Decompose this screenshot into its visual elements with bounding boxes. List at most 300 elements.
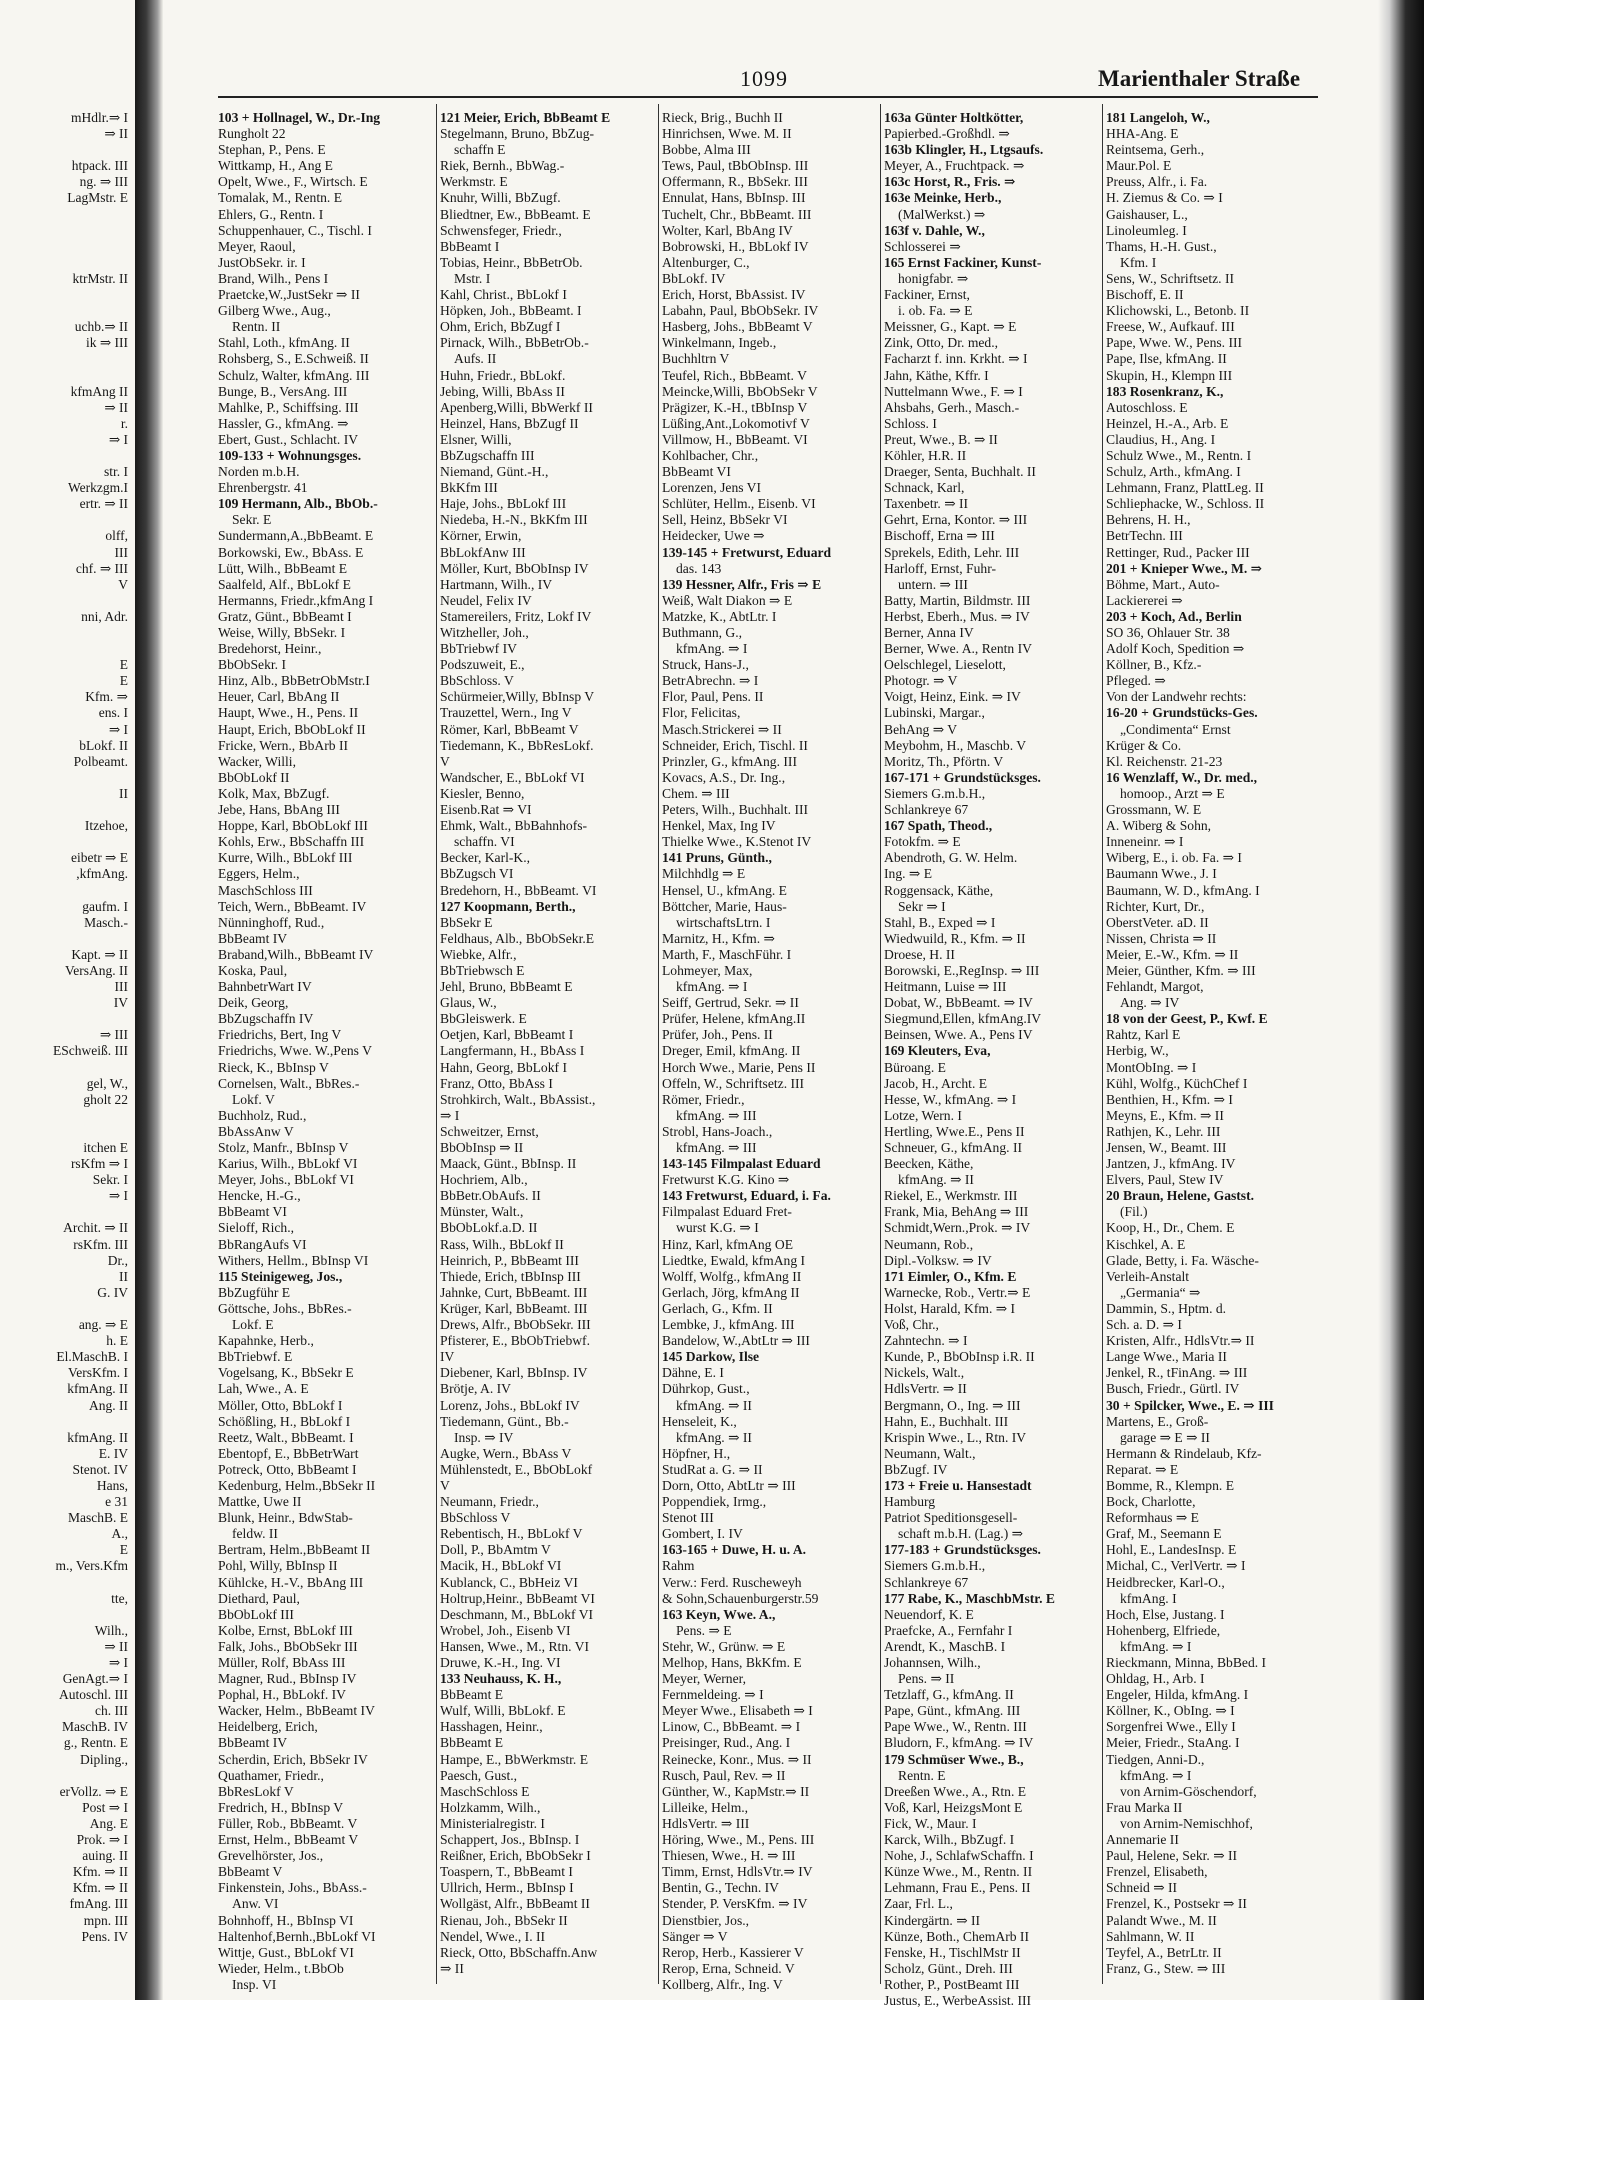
- directory-line: Nohe, J., SchlafwSchaffn. I: [884, 1848, 1034, 1864]
- directory-line: Braband,Wilh., BbBeamt IV: [218, 946, 374, 962]
- directory-line: Opelt, Wwe., F., Wirtsch. E: [218, 174, 368, 190]
- previous-page-line: III: [114, 979, 128, 995]
- directory-line: Hoppe, Karl, BbObLokf III: [218, 818, 368, 834]
- directory-line: Frank, Mia, BehAng ⇒ III: [884, 1204, 1029, 1220]
- directory-line: Praetcke,W.,JustSekr ⇒ II: [218, 287, 360, 303]
- directory-line: Eggers, Helm.,: [218, 866, 300, 882]
- previous-page-line: Pens. IV: [81, 1928, 128, 1944]
- directory-line: H. Ziemus & Co. ⇒ I: [1106, 190, 1223, 206]
- previous-page-line: Dr.,: [107, 1252, 128, 1268]
- directory-line: 173 + Freie u. Hansestadt: [884, 1477, 1032, 1493]
- previous-page-line: [0, 770, 132, 786]
- directory-line: Bobbe, Alma III: [662, 142, 751, 158]
- previous-page-line: ,kfmAng.: [76, 866, 128, 882]
- previous-page-line: E: [119, 1542, 128, 1558]
- directory-line: Schulz, Walter, kfmAng. III: [218, 367, 370, 383]
- previous-page-line: LagMstr. E: [67, 190, 128, 206]
- previous-page-line: Post ⇒ I: [82, 1799, 128, 1815]
- directory-line: Eisenb.Rat ⇒ VI: [440, 802, 532, 818]
- directory-line: 115 Steinigeweg, Jos.,: [218, 1268, 343, 1284]
- directory-line: Doll, P., BbAmtm V: [440, 1542, 551, 1558]
- column-separator: [436, 104, 437, 1984]
- directory-line: 141 Pruns, Günth.,: [662, 850, 772, 866]
- directory-line: kfmAng. ⇒ III: [676, 1107, 757, 1123]
- directory-line: Offermann, R., BbSekr. III: [662, 174, 808, 190]
- directory-line: Beinsen, Wwe. A., Pens IV: [884, 1027, 1033, 1043]
- previous-page-edge: [0, 110, 132, 1990]
- directory-line: Kiesler, Benno,: [440, 785, 525, 801]
- directory-line: Bentin, G., Techn. IV: [662, 1880, 779, 1896]
- directory-line: Lackiererei ⇒: [1106, 592, 1183, 608]
- directory-line: Baumann, W. D., kfmAng. I: [1106, 882, 1260, 898]
- directory-line: Bomme, R., Klempn. E: [1106, 1477, 1234, 1493]
- directory-line: Tuchelt, Chr., BbBeamt. III: [662, 206, 812, 222]
- directory-line: Gerlach, G., Kfm. II: [662, 1300, 773, 1316]
- directory-line: A. Wiberg & Sohn,: [1106, 818, 1212, 834]
- directory-line: Offeln, W., Schriftsetz. III: [662, 1075, 805, 1091]
- directory-line: OberstVeter. aD. II: [1106, 914, 1209, 930]
- directory-line: Kollberg, Alfr., Ing. V: [662, 1976, 783, 1992]
- directory-line: Franz, G., Stew. ⇒ III: [1106, 1960, 1226, 1976]
- directory-line: Thiesen, Wwe., H. ⇒ III: [662, 1848, 796, 1864]
- directory-line: Schappert, Jos., BbInsp. I: [440, 1832, 580, 1848]
- directory-line: Heitmann, Luise ⇒ III: [884, 979, 1007, 995]
- directory-line: Tetzlaff, G., kfmAng. II: [884, 1687, 1014, 1703]
- directory-line: Hermann & Rindelaub, Kfz-: [1106, 1445, 1262, 1461]
- directory-line: Drews, Alfr., BbObSekr. III: [440, 1317, 591, 1333]
- directory-line: Pens. ⇒ II: [898, 1671, 955, 1687]
- directory-line: 103 + Hollnagel, W., Dr.-Ing: [218, 110, 381, 125]
- directory-line: Papierbed.-Großhdl. ⇒: [884, 126, 1010, 142]
- previous-page-line: rsKfm. III: [73, 1236, 128, 1252]
- directory-line: Ehmk, Walt., BbBahnhofs-: [440, 818, 588, 834]
- previous-page-line: III: [114, 544, 128, 560]
- directory-line: Bergmann, O., Ing. ⇒ III: [884, 1397, 1021, 1413]
- directory-line: (Fil.): [1120, 1204, 1148, 1220]
- directory-line: Bliedtner, Ew., BbBeamt. E: [440, 206, 591, 222]
- previous-page-line: [0, 931, 132, 947]
- directory-line: Frenzel, K., Postsekr ⇒ II: [1106, 1896, 1247, 1912]
- directory-line: schaffn. VI: [454, 834, 515, 850]
- directory-line: 177-183 + Grundstücksges.: [884, 1542, 1041, 1558]
- directory-line: Schulz Wwe., M., Rentn. I: [1106, 447, 1252, 463]
- directory-line: Sundermann,A.,BbBeamt. E: [218, 528, 374, 544]
- directory-line: Bandelow, W.,AbtLtr ⇒ III: [662, 1333, 810, 1349]
- directory-line: 163b Klingler, H., Ltgsaufs.: [884, 142, 1044, 158]
- directory-line: BbZugschaffn III: [440, 447, 535, 463]
- directory-line: Jantzen, J., kfmAng. IV: [1106, 1156, 1236, 1172]
- directory-line: Heinzel, Hans, BbZugf II: [440, 415, 579, 431]
- directory-line: Prinzler, G., kfmAng. III: [662, 753, 797, 769]
- directory-line: Voß, Chr.,: [884, 1317, 939, 1333]
- previous-page-line: ang. ⇒ E: [78, 1317, 128, 1333]
- directory-line: kfmAng. ⇒ I: [1120, 1767, 1192, 1783]
- directory-line: Warnecke, Rob., Vertr.⇒ E: [884, 1284, 1031, 1300]
- directory-line: Berner, Wwe. A., Rentn IV: [884, 641, 1032, 657]
- directory-line: Bock, Charlotte,: [1106, 1494, 1196, 1510]
- directory-line: Inneneinr. ⇒ I: [1106, 834, 1184, 850]
- directory-line: Benthien, H., Kfm. ⇒ I: [1106, 1091, 1233, 1107]
- directory-line: 139 Hessner, Alfr., Fris ⇒ E: [662, 576, 822, 592]
- previous-page-line: Kfm. ⇒ II: [72, 1880, 128, 1896]
- previous-page-line: ⇒ III: [99, 1027, 128, 1043]
- directory-line: HHA-Ang. E: [1106, 126, 1179, 142]
- directory-line: Frenzel, Elisabeth,: [1106, 1864, 1208, 1880]
- directory-line: Wulf, Willi, BbLokf. E: [440, 1703, 566, 1719]
- directory-line: 165 Ernst Fackiner, Kunst-: [884, 254, 1042, 270]
- directory-line: Tobias, Heinr., BbBetrOb.: [440, 254, 583, 270]
- directory-line: Heuer, Carl, BbAng II: [218, 689, 340, 705]
- directory-line: 30 + Spilcker, Wwe., E. ⇒ III: [1106, 1397, 1274, 1413]
- directory-line: Schloss. I: [884, 415, 937, 431]
- directory-line: 179 Schmüser Wwe., B.,: [884, 1751, 1024, 1767]
- previous-page-line: mpn. III: [83, 1912, 128, 1928]
- directory-line: Justus, E., WerbeAssist. III: [884, 1992, 1032, 2008]
- directory-line: Wandscher, E., BbLokf VI: [440, 769, 585, 785]
- directory-line: Potreck, Otto, BbBeamt I: [218, 1461, 357, 1477]
- directory-line: MaschSchloss E: [440, 1783, 530, 1799]
- directory-line: Erich, Horst, BbAssist. IV: [662, 287, 806, 303]
- directory-line: Pape, Ilse, kfmAng. II: [1106, 351, 1227, 367]
- directory-line: Trauzettel, Wern., Ing V: [440, 705, 572, 721]
- directory-line: Jacob, H., Archt. E: [884, 1075, 988, 1091]
- directory-line: das. 143: [676, 560, 722, 576]
- directory-line: Mattke, Uwe II: [218, 1494, 302, 1510]
- directory-line: BbZugf. IV: [884, 1461, 948, 1477]
- directory-line: Schneid ⇒ II: [1106, 1880, 1178, 1896]
- directory-line: Ang. ⇒ IV: [1120, 995, 1180, 1011]
- directory-line: Reparat. ⇒ E: [1106, 1461, 1179, 1477]
- directory-line: Sekr ⇒ I: [898, 898, 946, 914]
- previous-page-line: gaufm. I: [82, 898, 128, 914]
- directory-line: Flor, Felicitas,: [662, 705, 741, 721]
- directory-line: Lorenzen, Jens VI: [662, 480, 762, 496]
- directory-line: Witzheller, Joh.,: [440, 625, 529, 640]
- previous-page-line: [0, 625, 132, 641]
- directory-line: Schulz, Arth., kfmAng. I: [1106, 464, 1241, 480]
- previous-page-line: MaschB. E: [68, 1510, 128, 1526]
- directory-line: BbBetr.ObAufs. II: [440, 1188, 541, 1204]
- directory-line: Zahntechn. ⇒ I: [884, 1333, 968, 1349]
- previous-page-line: [0, 802, 132, 818]
- directory-line: Friedrichs, Wwe. W.,Pens V: [218, 1043, 372, 1059]
- directory-line: BbTriebwf. E: [218, 1349, 293, 1365]
- directory-line: Neumann, Friedr.,: [440, 1494, 539, 1510]
- previous-page-line: [0, 1768, 132, 1784]
- directory-line: 163c Horst, R., Fris. ⇒: [884, 174, 1016, 190]
- directory-line: Rentn. E: [898, 1767, 946, 1783]
- directory-line: BbLokfAnw III: [440, 544, 526, 560]
- directory-line: Kolbe, Ernst, BbLokf III: [218, 1622, 353, 1638]
- directory-line: Oelschlegel, Lieselott,: [884, 657, 1006, 673]
- directory-line: Tiedemann, Günt., Bb.-: [440, 1413, 569, 1429]
- directory-line: Pape, Günt., kfmAng. III: [884, 1703, 1021, 1719]
- directory-line: Dienstbier, Jos.,: [662, 1912, 750, 1928]
- directory-line: Milchhdlg ⇒ E: [662, 866, 746, 882]
- directory-line: Strohkirch, Walt., BbAssist.,: [440, 1091, 596, 1107]
- directory-line: Facharzt f. inn. Krkht. ⇒ I: [884, 351, 1028, 367]
- directory-line: Ehlers, G., Rentn. I: [218, 206, 324, 222]
- directory-line: BbObInsp ⇒ II: [440, 1140, 524, 1155]
- directory-line: Reetz, Walt., BbBeamt. I: [218, 1429, 354, 1445]
- directory-line: Haupt, Wwe., H., Pens. II: [218, 705, 359, 721]
- directory-line: Ohm, Erich, BbZugf I: [440, 319, 561, 335]
- directory-line: Kl. Reichenstr. 21-23: [1106, 753, 1223, 769]
- directory-line: Poppendiek, Irmg.,: [662, 1494, 767, 1510]
- column-2: [440, 110, 654, 1990]
- directory-line: & Sohn,Schauenburgerstr.59: [662, 1590, 819, 1606]
- previous-page-line: El.MaschB. I: [56, 1349, 128, 1365]
- directory-line: (MalWerkst.) ⇒: [898, 206, 986, 222]
- directory-line: Siemers G.m.b.H.,: [884, 1558, 986, 1574]
- street-title: Marienthaler Straße: [1098, 66, 1301, 91]
- directory-line: Müller, Rolf, BbAss III: [218, 1655, 346, 1670]
- page-number: 1099: [740, 66, 788, 91]
- directory-line: Hahn, Georg, BbLokf I: [440, 1059, 567, 1075]
- directory-line: BbBeamt IV: [218, 930, 288, 946]
- directory-line: Langfermann, H., BbAss I: [440, 1043, 585, 1059]
- directory-line: Bischoff, E. II: [1106, 287, 1184, 303]
- directory-line: BahnbetrWart IV: [218, 979, 312, 995]
- directory-line: Saalfeld, Alf., BbLokf E: [218, 576, 351, 592]
- directory-line: 16 Wenzlaff, W., Dr. med.,: [1106, 769, 1258, 785]
- directory-line: Meyer Wwe., Elisabeth ⇒ I: [662, 1703, 813, 1719]
- directory-line: Pens. ⇒ E: [676, 1622, 732, 1638]
- directory-line: untern. ⇒ III: [898, 576, 968, 592]
- directory-line: Sänger ⇒ V: [662, 1928, 728, 1944]
- directory-line: Hansen, Wwe., M., Rtn. VI: [440, 1638, 590, 1654]
- directory-line: Berner, Anna IV: [884, 625, 974, 640]
- directory-line: Macik, H., BbLokf VI: [440, 1558, 562, 1574]
- directory-line: Scholz, Günt., Dreh. III: [884, 1960, 1013, 1976]
- directory-line: Rieckmann, Minna, BbBed. I: [1106, 1655, 1267, 1670]
- directory-line: Römer, Karl, BbBeamt V: [440, 721, 579, 737]
- directory-line: Wrobel, Joh., Eisenb VI: [440, 1622, 571, 1638]
- previous-page-line: Kfm. ⇒: [85, 689, 128, 705]
- directory-line: Busch, Friedr., Gürtl. IV: [1106, 1381, 1240, 1397]
- directory-line: BbBeamt VI: [218, 1204, 287, 1220]
- previous-page-line: [0, 1204, 132, 1220]
- directory-line: Baumann Wwe., J. I: [1106, 866, 1217, 882]
- directory-line: Hasberg, Johs., BbBeamt V: [662, 319, 813, 335]
- previous-page-line: ⇒ I: [108, 721, 128, 737]
- directory-line: BbBeamt V: [218, 1864, 283, 1880]
- directory-line: Pophal, H., BbLokf. IV: [218, 1687, 346, 1703]
- directory-line: Elvers, Paul, Stew IV: [1106, 1172, 1224, 1188]
- directory-line: Rathjen, K., Lehr. III: [1106, 1123, 1221, 1139]
- directory-line: Hertling, Wwe.E., Pens II: [884, 1123, 1025, 1139]
- directory-line: Lehmann, Franz, PlattLeg. II: [1106, 480, 1264, 496]
- directory-line: Skupin, H., Klempn III: [1106, 367, 1233, 383]
- directory-line: Huhn, Friedr., BbLokf.: [440, 367, 566, 383]
- directory-line: Abendroth, G. W. Helm.: [884, 850, 1018, 866]
- previous-page-line: E. IV: [98, 1445, 128, 1461]
- directory-line: Dähne, E. I: [662, 1365, 724, 1381]
- directory-line: Siegmund,Ellen, kfmAng.IV: [884, 1011, 1042, 1027]
- directory-line: 133 Neuhauss, K. H.,: [440, 1671, 562, 1687]
- directory-line: Höpfner, H.,: [662, 1445, 731, 1461]
- previous-page-line: Stenot. IV: [72, 1461, 128, 1477]
- directory-line: Weise, Willy, BbSekr. I: [218, 625, 346, 640]
- directory-line: Marnitz, H., Kfm. ⇒: [662, 930, 775, 946]
- directory-line: Sorgenfrei Wwe., Elly I: [1106, 1719, 1236, 1735]
- directory-line: Strobl, Hans-Joach.,: [662, 1123, 773, 1139]
- directory-line: Wittkamp, H., Ang E: [218, 158, 333, 174]
- book-gutter: [135, 0, 163, 2000]
- directory-line: Sekr. E: [232, 512, 272, 528]
- directory-line: BbZugführ E: [218, 1284, 291, 1300]
- directory-line: Quathamer, Friedr.,: [218, 1767, 324, 1783]
- previous-page-line: ⇒ II: [104, 1638, 128, 1654]
- directory-line: Beecken, Käthe,: [884, 1156, 974, 1172]
- directory-line: Vogelsang, K., BbSekr E: [218, 1365, 354, 1381]
- directory-line: Gratz, Günt., BbBeamt I: [218, 608, 352, 624]
- directory-line: Hamburg: [884, 1494, 936, 1510]
- directory-line: Lah, Wwe., A. E: [218, 1381, 309, 1397]
- directory-line: Hartmann, Wilh., IV: [440, 576, 553, 592]
- directory-line: Dorn, Otto, AbtLtr ⇒ III: [662, 1477, 796, 1493]
- directory-line: Stamereilers, Fritz, Lokf IV: [440, 608, 592, 624]
- previous-page-line: V: [118, 576, 128, 592]
- previous-page-line: g., Rentn. E: [63, 1735, 128, 1751]
- directory-line: Rebentisch, H., BbLokf V: [440, 1526, 583, 1542]
- directory-line: Filmpalast Eduard Fret-: [662, 1204, 792, 1220]
- directory-line: Glaus, W.,: [440, 995, 497, 1011]
- directory-line: 127 Koopmann, Berth.,: [440, 898, 576, 914]
- previous-page-line: ESchweiß. III: [53, 1043, 128, 1059]
- directory-line: Patriot Speditionsgesell-: [884, 1510, 1018, 1526]
- directory-line: Gilberg Wwe., Aug.,: [218, 303, 331, 319]
- directory-line: Draeger, Senta, Buchhalt. II: [884, 464, 1036, 480]
- directory-line: Verw.: Ferd. Ruscheweyh: [662, 1574, 802, 1590]
- directory-line: BetrTechn. III: [1106, 528, 1183, 544]
- directory-line: 109 Hermann, Alb., BbOb.-: [218, 496, 378, 512]
- directory-line: Henkel, Max, Ing IV: [662, 818, 776, 834]
- directory-line: Stahl, B., Exped ⇒ I: [884, 914, 996, 930]
- directory-line: Lokf. E: [232, 1317, 274, 1333]
- directory-line: Meyns, E., Kfm. ⇒ II: [1106, 1107, 1224, 1123]
- directory-line: Dreeßen Wwe., A., Rtn. E: [884, 1783, 1027, 1799]
- directory-line: Reinecke, Konr., Mus. ⇒ II: [662, 1751, 812, 1767]
- directory-line: Sprekels, Edith, Lehr. III: [884, 544, 1020, 560]
- directory-line: Lütt, Wilh., BbBeamt E: [218, 560, 348, 576]
- directory-line: Meincke,Willi, BbObSekr V: [662, 383, 818, 399]
- previous-page-line: E: [119, 657, 128, 673]
- directory-line: Niemand, Günt.-H.,: [440, 464, 549, 480]
- previous-page-line: II: [119, 1268, 128, 1284]
- directory-line: Werkmstr. E: [440, 174, 508, 190]
- directory-line: Wiebke, Alfr.,: [440, 946, 517, 962]
- directory-line: Thielke Wwe., K.Stenot IV: [662, 834, 812, 850]
- directory-line: Deschmann, M., BbLokf VI: [440, 1606, 594, 1622]
- directory-line: Köllner, B., Kfz.-: [1106, 657, 1202, 673]
- directory-line: Wittje, Gust., BbLokf VI: [218, 1944, 354, 1960]
- directory-line: Pfisterer, E., BbObTriebwf.: [440, 1333, 590, 1349]
- directory-line: Rieck, Brig., Buchh II: [662, 110, 783, 125]
- directory-line: Rohsberg, S., E.Schweiß. II: [218, 351, 369, 367]
- directory-line: 16-20 + Grundstücks-Ges.: [1106, 705, 1258, 721]
- directory-line: Weiß, Walt Diakon ⇒ E: [662, 592, 793, 608]
- previous-page-line: [0, 1124, 132, 1140]
- previous-page-line: MaschB. IV: [62, 1719, 128, 1735]
- directory-line: Fackiner, Ernst,: [884, 287, 970, 303]
- directory-line: Wiedwuild, R., Kfm. ⇒ II: [884, 930, 1026, 946]
- directory-line: Michal, C., VerlVertr. ⇒ I: [1106, 1558, 1246, 1574]
- previous-page-line: [0, 1108, 132, 1124]
- directory-line: Jebe, Hans, BbAng III: [218, 802, 340, 818]
- directory-line: Lokf. V: [232, 1091, 275, 1107]
- directory-line: „Condimenta“ Ernst: [1120, 721, 1231, 737]
- directory-line: 203 + Koch, Ad., Berlin: [1106, 608, 1242, 624]
- directory-line: Claudius, H., Ang. I: [1106, 431, 1216, 447]
- directory-line: wurst K.G. ⇒ I: [676, 1220, 759, 1236]
- previous-page-line: [0, 641, 132, 657]
- previous-page-line: VersAng. II: [65, 962, 128, 978]
- directory-line: Pfleged. ⇒: [1106, 673, 1166, 689]
- directory-line: von Arnim-Nemischhof,: [1120, 1815, 1253, 1831]
- previous-page-line: gel, W.,: [86, 1075, 128, 1091]
- directory-line: Fick, W., Maur. I: [884, 1815, 977, 1831]
- directory-line: Sieloff, Rich.,: [218, 1220, 295, 1236]
- directory-line: kfmAng. ⇒ I: [1120, 1638, 1192, 1654]
- directory-line: Schürmeier,Willy, BbInsp V: [440, 689, 595, 705]
- directory-line: Elsner, Willi,: [440, 431, 512, 447]
- previous-page-line: G. IV: [97, 1284, 128, 1300]
- previous-page-line: Dipling.,: [79, 1751, 128, 1767]
- directory-line: Dreger, Emil, kfmAng. II: [662, 1043, 801, 1059]
- column-4: [884, 110, 1098, 2008]
- directory-line: Seiff, Gertrud, Sekr. ⇒ II: [662, 995, 799, 1011]
- directory-line: Heidbrecker, Karl-O.,: [1106, 1574, 1225, 1590]
- directory-line: Mahlke, P., Schiffsing. III: [218, 399, 359, 415]
- directory-line: Tiedemann, K., BbResLokf.: [440, 737, 594, 753]
- directory-line: Wolff, Wolfg., kfmAng II: [662, 1268, 802, 1284]
- directory-line: Körner, Erwin,: [440, 528, 522, 544]
- directory-line: Mstr. I: [454, 270, 491, 286]
- directory-line: kfmAng. ⇒ II: [676, 1397, 752, 1413]
- directory-line: Verleih-Anstalt: [1106, 1268, 1190, 1284]
- directory-line: Prägizer, K.-H., tBbInsp V: [662, 399, 808, 415]
- directory-line: Reintsema, Gerh.,: [1106, 142, 1205, 158]
- directory-line: Hermanns, Friedr.,kfmAng I: [218, 592, 374, 608]
- directory-line: 171 Eimler, O., Kfm. E: [884, 1268, 1017, 1284]
- directory-line: homoop., Arzt ⇒ E: [1120, 785, 1225, 801]
- directory-line: BbObLokf.a.D. II: [440, 1220, 538, 1236]
- previous-page-line: VersKfm. I: [68, 1365, 128, 1381]
- directory-line: Schnack, Karl,: [884, 480, 965, 496]
- directory-line: Holst, Harald, Kfm. ⇒ I: [884, 1300, 1016, 1316]
- directory-line: Villmow, H., BbBeamt. VI: [662, 431, 808, 447]
- directory-line: Brand, Wilh., Pens I: [218, 270, 329, 286]
- directory-line: Preuss, Alfr., i. Fa.: [1106, 174, 1208, 190]
- directory-line: kfmAng. ⇒ I: [676, 979, 748, 995]
- directory-line: Dobat, W., BbBeamt. ⇒ IV: [884, 995, 1033, 1011]
- directory-line: HdlsVertr. ⇒ III: [662, 1815, 750, 1831]
- directory-line: Meier, E.-W., Kfm. ⇒ II: [1106, 946, 1239, 962]
- directory-line: garage ⇒ E ⇒ II: [1120, 1429, 1210, 1445]
- directory-line: HdlsVertr. ⇒ II: [884, 1381, 967, 1397]
- directory-line: schaft m.b.H. (Lag.) ⇒: [898, 1526, 1024, 1542]
- directory-line: Annemarie II: [1106, 1832, 1179, 1848]
- previous-page-line: Wilh.,: [94, 1622, 128, 1638]
- directory-line: Meybohm, H., Maschb. V: [884, 737, 1027, 753]
- previous-page-line: olff,: [105, 528, 128, 544]
- directory-line: Jahn, Käthe, Kffr. I: [884, 367, 989, 383]
- directory-line: Hohl, E., LandesInsp. E: [1106, 1542, 1237, 1558]
- directory-line: Feldhaus, Alb., BbObSekr.E: [440, 930, 595, 946]
- directory-line: Diethard, Paul,: [218, 1590, 300, 1606]
- directory-line: Kristen, Alfr., HdlsVtr.⇒ II: [1106, 1333, 1255, 1349]
